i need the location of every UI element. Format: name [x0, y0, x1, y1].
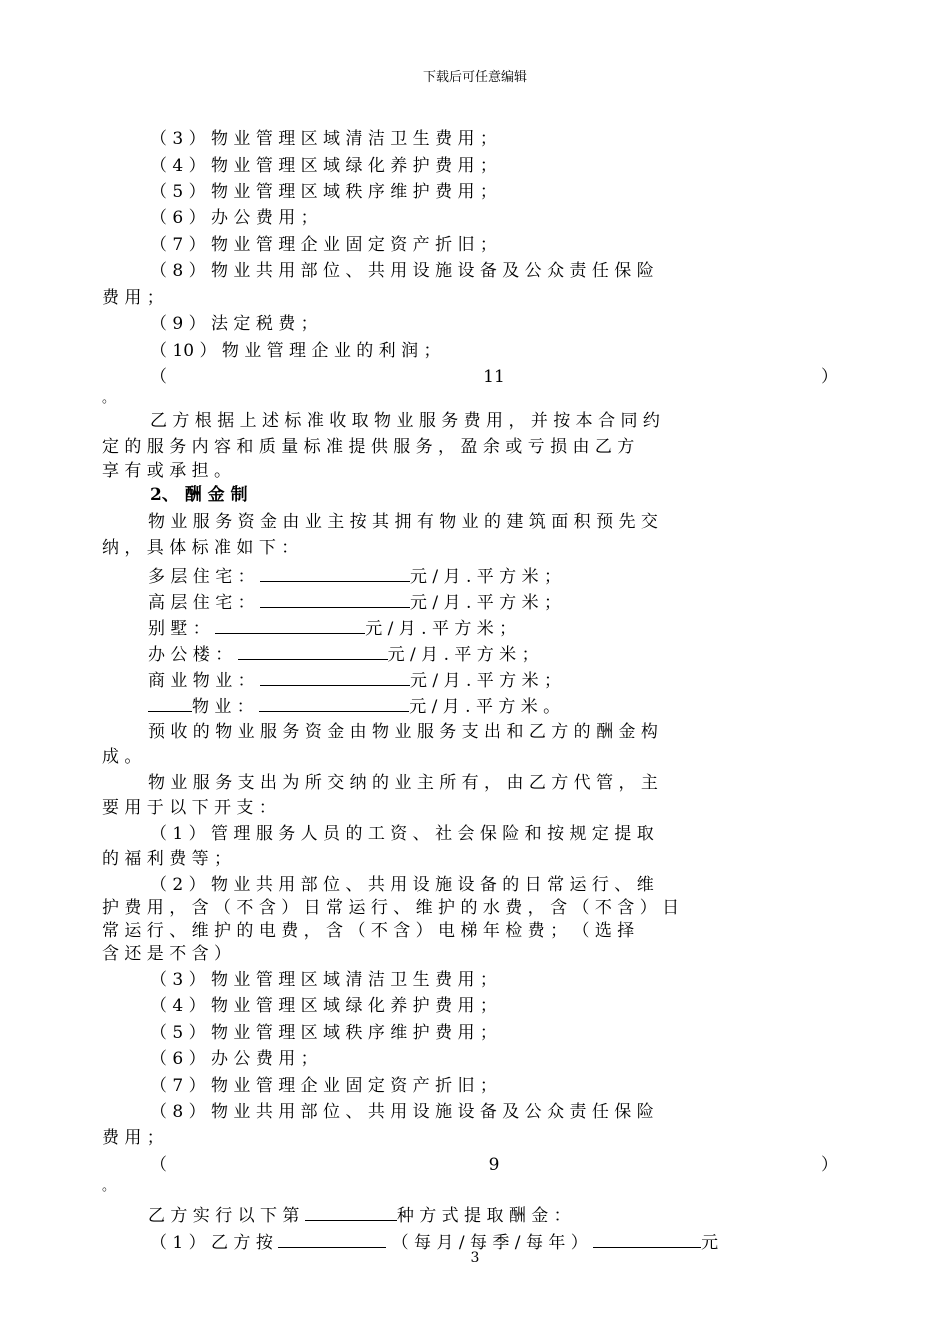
list-item: （ 7 ） 物 业 管 理 企 业 固 定 资 产 折 旧 ； [150, 1076, 497, 1096]
list-item-9 [150, 1154, 838, 1176]
list-item: （ 8 ） 物 业 共 用 部 位 、 共 用 设 施 设 备 及 公 众 责 任 保 险 [150, 1102, 654, 1122]
list-item: （ 1 ） 管 理 服 务 人 员 的 工 资 、 社 会 保 险 和 按 规 定 提 取 [150, 824, 654, 844]
fill-blank[interactable] [260, 590, 410, 608]
paragraph-line: 物 业 服 务 资 金 由 业 主 按 其 拥 有 物 业 的 建 筑 面 积 预 先 交 [148, 512, 658, 532]
fill-blank[interactable] [260, 668, 410, 686]
list-item-continuation: 护 费 用 ， 含 （ 不 含 ） 日 常 运 行 、 维 护 的 水 费 ， 含 （ 不 含 ） 日 [102, 898, 680, 918]
list-item-continuation: 含 还 是 不 含 ） [102, 944, 232, 964]
paragraph-line: 成 。 [102, 747, 142, 767]
fill-blank[interactable] [259, 694, 409, 712]
list-item: （ 2 ） 物 业 共 用 部 位 、 共 用 设 施 设 备 的 日 常 运 行 、 维 [150, 875, 654, 895]
list-item: （ 3 ） 物 业 管 理 区 域 清 洁 卫 生 费 用 ； [150, 970, 497, 990]
fee-line-highrise: 高 层 住 宅 ： 元 / 月 . 平 方 米 ； [148, 590, 884, 614]
list-item-continuation: 的 福 利 费 等 ； [102, 849, 232, 869]
list-item-11 [150, 366, 838, 388]
list-item: （ 3 ） 物 业 管 理 区 域 清 洁 卫 生 费 用 ； [150, 129, 497, 149]
paren-open: （ [150, 367, 167, 387]
page-header: 下载后可任意编辑 [422, 70, 527, 85]
section-heading: 2、 酬 金 制 [150, 485, 248, 505]
list-item: （ 6 ） 办 公 费 用 ； [150, 1049, 318, 1069]
item-number: 11 [483, 367, 505, 387]
paragraph-line: 物 业 服 务 支 出 为 所 交 纳 的 业 主 所 有 ， 由 乙 方 代 管 ， 主 [148, 773, 658, 793]
fee-line-office: 办 公 楼 ： 元 / 月 . 平 方 米 ； [148, 642, 884, 666]
paragraph-line: 乙 方 根 据 上 述 标 准 收 取 物 业 服 务 费 用 ， 并 按 本 合 同 约 [150, 411, 660, 431]
fill-blank[interactable] [260, 564, 410, 582]
list-item: （ 7 ） 物 业 管 理 企 业 固 定 资 产 折 旧 ； [150, 235, 497, 255]
paragraph-line: 乙 方 实 行 以 下 第 种 方 式 提 取 酬 金 ： [148, 1203, 884, 1227]
paragraph-line: 定 的 服 务 内 容 和 质 量 标 准 提 供 服 务 ， 盈 余 或 亏 损 由 乙 方 [102, 437, 635, 457]
fee-line-other: 物 业 ： 元 / 月 . 平 方 米 。 [148, 694, 884, 718]
paragraph-line: 预 收 的 物 业 服 务 资 金 由 物 业 服 务 支 出 和 乙 方 的 酬 金 构 [148, 722, 658, 742]
paragraph-line: 享 有 或 承 担 。 [102, 461, 232, 481]
fill-blank[interactable] [215, 616, 365, 634]
period-mark: 。 [102, 391, 116, 406]
list-item: （ 8 ） 物 业 共 用 部 位 、 共 用 设 施 设 备 及 公 众 责 任 保 险 [150, 261, 654, 281]
paragraph-line: 要 用 于 以 下 开 支 ： [102, 798, 276, 818]
list-item: （ 5 ） 物 业 管 理 区 域 秩 序 维 护 费 用 ； [150, 1023, 497, 1043]
period-mark: 。 [102, 1179, 116, 1194]
fill-blank[interactable] [148, 694, 192, 712]
fill-blank[interactable] [305, 1203, 397, 1221]
list-item: （ 5 ） 物 业 管 理 区 域 秩 序 维 护 费 用 ； [150, 182, 497, 202]
paren-close: ） [820, 367, 838, 387]
list-item-continuation: 费 用 ； [102, 288, 164, 308]
fee-line-multistorey: 多 层 住 宅 ： 元 / 月 . 平 方 米 ； [148, 564, 884, 588]
page-number: 3 [470, 1250, 480, 1266]
list-item-continuation: 常 运 行 、 维 护 的 电 费 ， 含 （ 不 含 ） 电 梯 年 检 费 ； （ 选 择 [102, 921, 635, 941]
fill-blank[interactable] [593, 1230, 701, 1248]
fee-line-villa: 别 墅 ： 元 / 月 . 平 方 米 ； [148, 616, 884, 640]
list-item: （ 6 ） 办 公 费 用 ； [150, 208, 318, 228]
item-number: 9 [488, 1155, 500, 1175]
list-item-continuation: 费 用 ； [102, 1128, 164, 1148]
fill-blank[interactable] [238, 642, 388, 660]
list-item: （ 4 ） 物 业 管 理 区 域 绿 化 养 护 费 用 ； [150, 996, 497, 1016]
list-item: （ 10 ） 物 业 管 理 企 业 的 利 润 ； [150, 341, 441, 361]
list-item: （ 4 ） 物 业 管 理 区 域 绿 化 养 护 费 用 ； [150, 156, 497, 176]
paragraph-line: （ 1 ） 乙 方 按 （ 每 月 / 每 季 / 每 年 ） 元 [150, 1230, 838, 1254]
paren-open: （ [150, 1155, 167, 1175]
list-item: （ 9 ） 法 定 税 费 ； [150, 314, 318, 334]
fee-line-commercial: 商 业 物 业 ： 元 / 月 . 平 方 米 ； [148, 668, 884, 692]
paren-close: ） [820, 1155, 838, 1175]
paragraph-line: 纳 ， 具 体 标 准 如 下 ： [102, 538, 299, 558]
fill-blank[interactable] [278, 1230, 386, 1248]
